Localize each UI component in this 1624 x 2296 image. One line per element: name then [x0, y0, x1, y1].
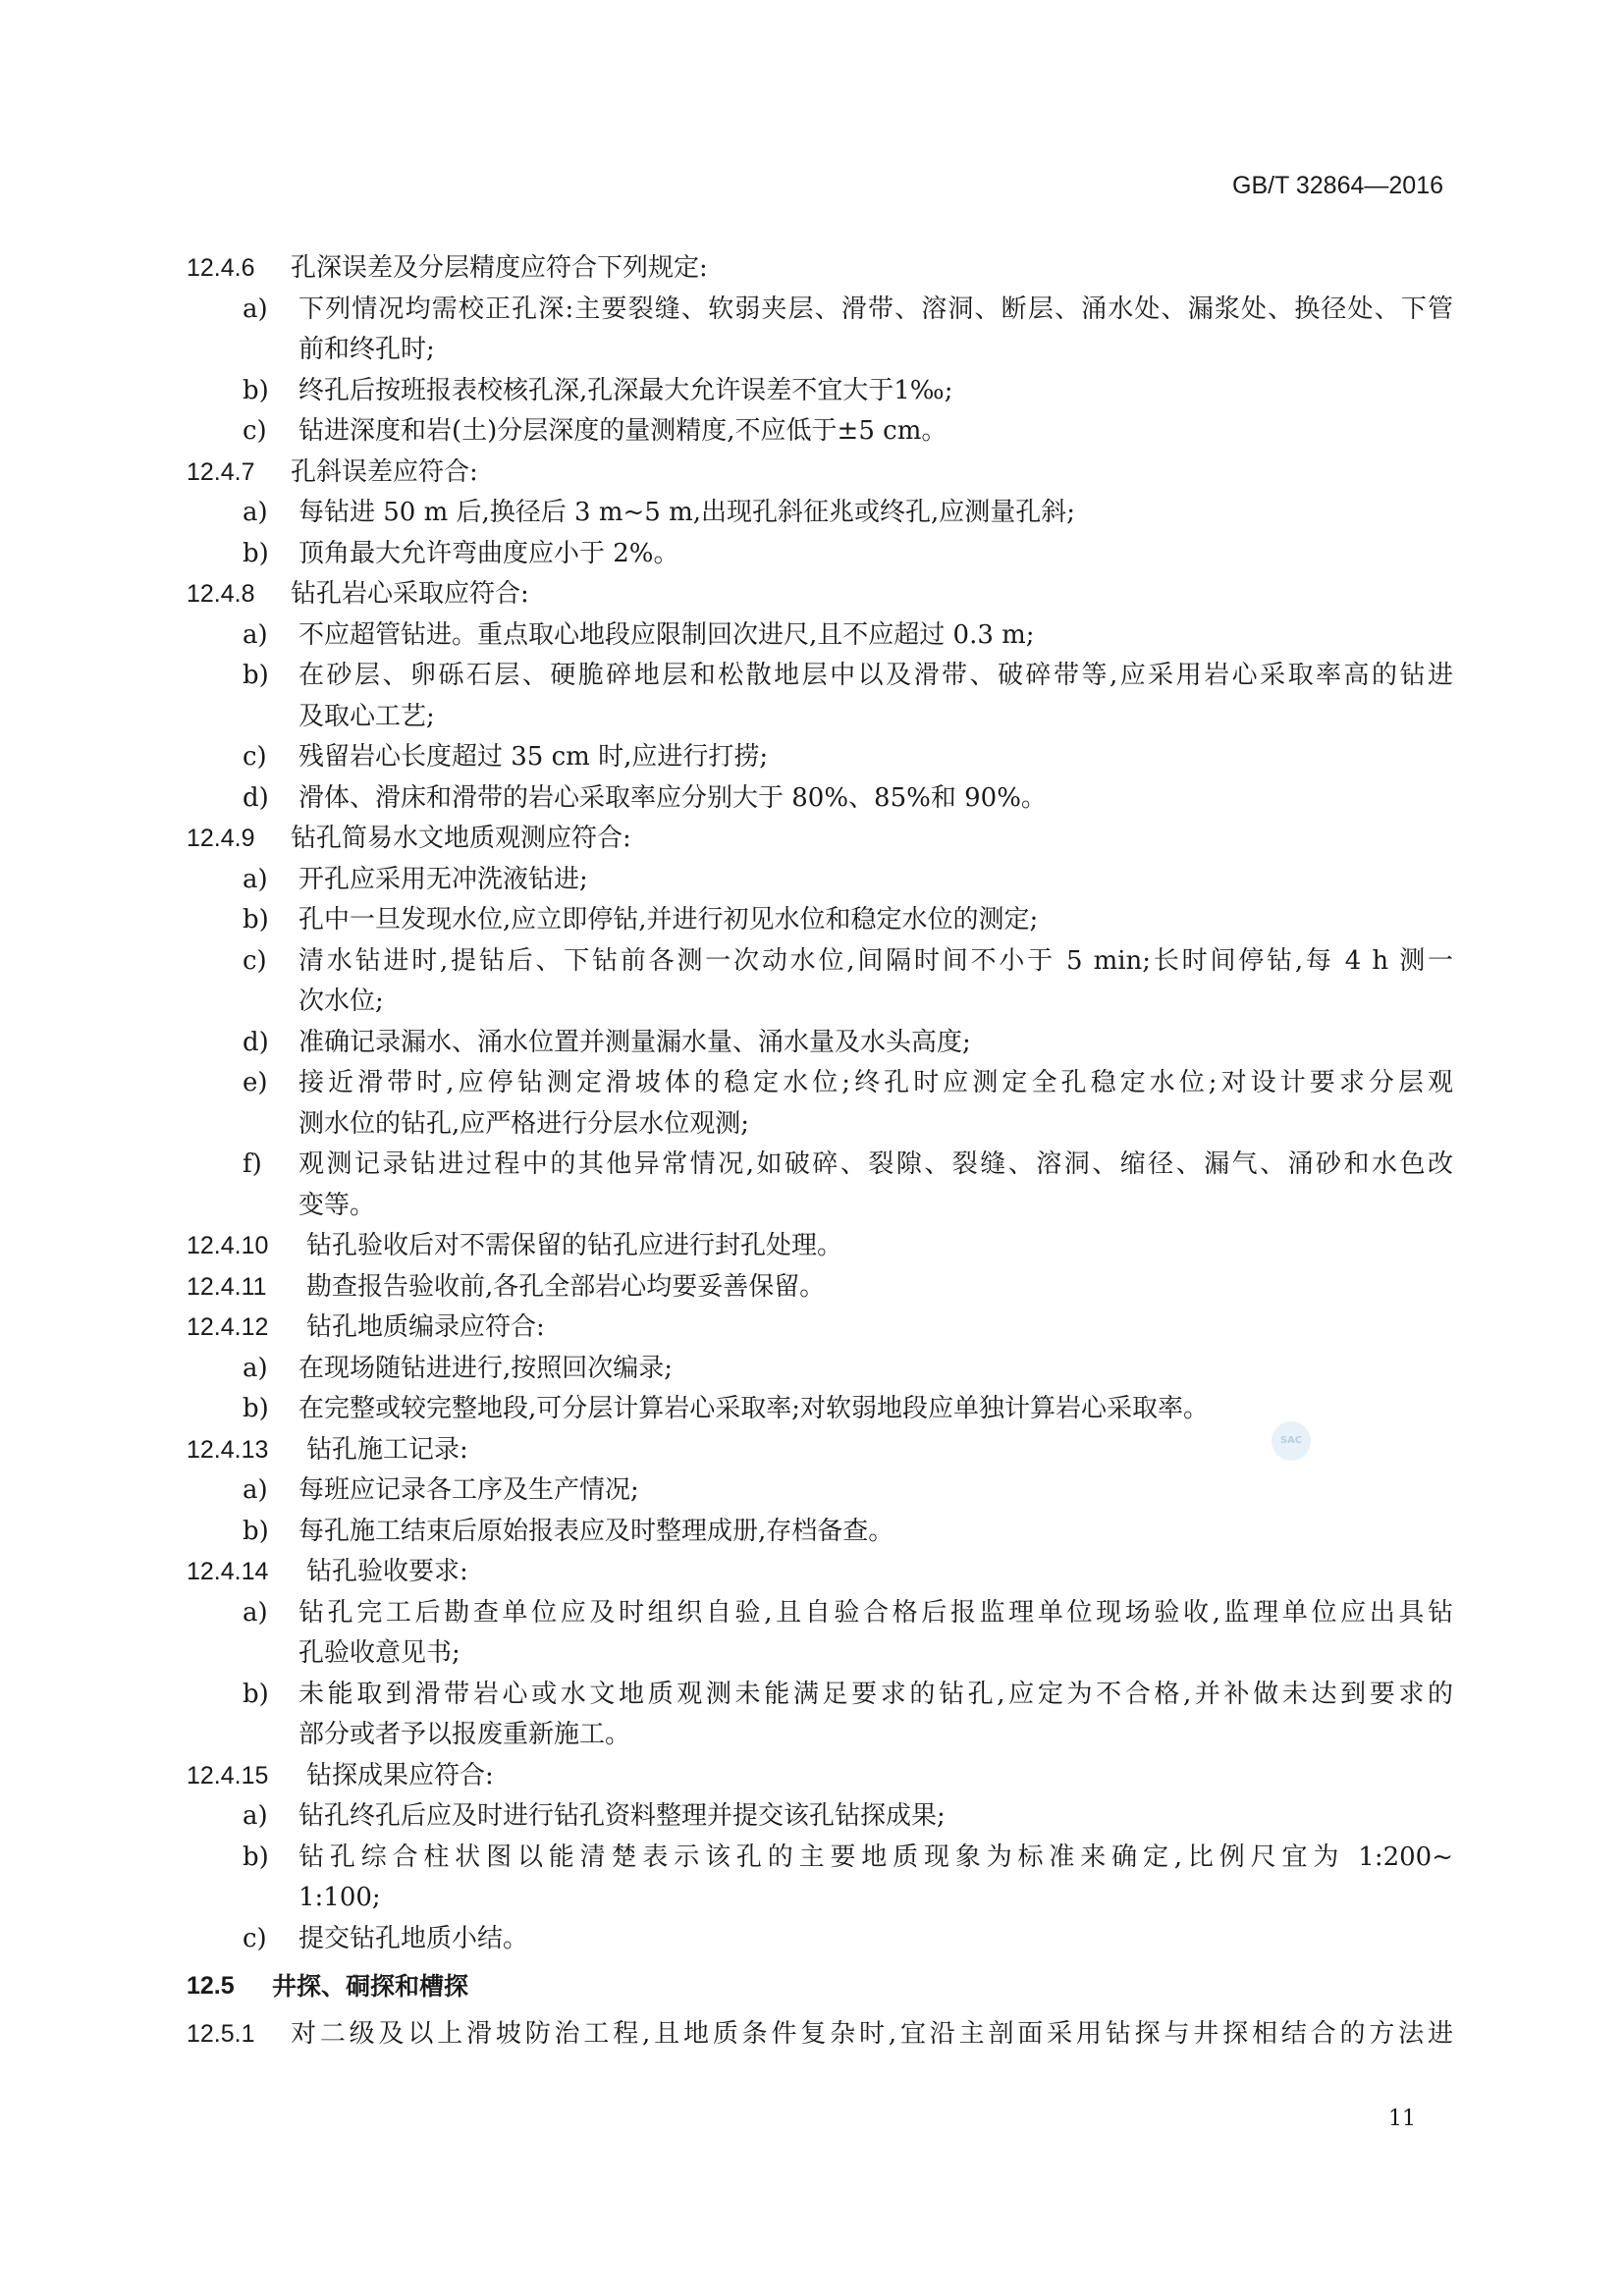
- list-item-text: 孔中一旦发现水位,应立即停钻,并进行初见水位和稳定水位的测定;: [298, 905, 1039, 934]
- clause-number: 12.4.8: [187, 580, 255, 608]
- clause-line: [187, 453, 1453, 494]
- list-item-text: 每孔施工结束后原始报表应及时整理成册,存档备查。: [298, 1516, 894, 1546]
- clause-number: 12.5: [187, 1972, 235, 2000]
- clause-text: 钻探成果应符合:: [306, 1760, 494, 1790]
- standard-code-header: GB/T 32864—2016: [1232, 172, 1443, 199]
- list-item-continuation: [187, 1633, 1453, 1675]
- list-item-text: 观测记录钻进过程中的其他异常情况,如破碎、裂隙、裂缝、溶洞、缩径、漏气、涌砂和水色改: [298, 1149, 1453, 1179]
- list-marker: b): [243, 538, 269, 568]
- list-item: [187, 371, 1453, 412]
- list-marker: a): [243, 498, 268, 527]
- clause-number: 12.5.1: [187, 2019, 255, 2048]
- list-item-text: 变等。: [298, 1190, 376, 1220]
- list-item-text: 接近滑带时,应停钻测定滑坡体的稳定水位;终孔时应测定全孔稳定水位;对设计要求分层观: [298, 1068, 1453, 1097]
- list-item-text: 顶角最大允许弯曲度应小于 2%。: [298, 538, 679, 568]
- list-marker: c): [243, 945, 267, 976]
- list-item-text: 孔验收意见书;: [298, 1638, 460, 1668]
- list-item-continuation: [187, 1878, 1453, 1919]
- clause-line: [187, 1756, 1453, 1797]
- page-number: 11: [1388, 2107, 1416, 2131]
- clause-line: [187, 1226, 1453, 1267]
- list-item: [187, 1023, 1453, 1064]
- clause-text: 钻孔验收后对不需保留的钻孔应进行封孔处理。: [306, 1231, 843, 1260]
- list-item-continuation: [187, 1104, 1453, 1146]
- list-item-text: 钻进深度和岩(土)分层深度的量测精度,不应低于±5 cm。: [298, 416, 947, 446]
- list-item-text: 前和终孔时;: [298, 335, 435, 364]
- list-marker: b): [243, 661, 269, 690]
- clause-number: 12.4.14: [187, 1558, 269, 1585]
- document-body: [187, 248, 1453, 2055]
- clause-text: 钻孔施工记录:: [306, 1434, 468, 1465]
- list-item-text: 次水位;: [298, 987, 384, 1016]
- clause-text: 井探、硐探和槽探: [272, 1972, 469, 2001]
- list-marker: c): [243, 742, 267, 772]
- list-marker: b): [243, 375, 269, 405]
- list-marker: b): [243, 1679, 269, 1709]
- list-item: [187, 778, 1453, 820]
- list-marker: b): [243, 1842, 269, 1872]
- list-item: [187, 1145, 1453, 1186]
- list-marker: a): [243, 1801, 268, 1831]
- clause-text: 孔深误差及分层精度应符合下列规定:: [291, 253, 708, 283]
- list-item-text: 测水位的钻孔,应严格进行分层水位观测;: [298, 1108, 750, 1139]
- clause-text: 钻孔简易水文地质观测应符合:: [291, 824, 631, 853]
- list-item: [187, 941, 1453, 983]
- list-item-text: 残留岩心长度超过 35 cm 时,应进行打捞;: [298, 742, 769, 772]
- clause-text: 对二级及以上滑坡防治工程,且地质条件复杂时,宜沿主剖面采用钻探与井探相结合的方法进: [291, 2018, 1453, 2049]
- list-marker: a): [243, 294, 268, 324]
- list-item-text: 开孔应采用无冲洗液钻进;: [298, 864, 588, 894]
- clause-text: 钻孔地质编录应符合:: [306, 1312, 545, 1342]
- list-item: [187, 1389, 1453, 1430]
- list-item-text: 终孔后按班报表校核孔深,孔深最大允许误差不宜大于1‰;: [298, 375, 953, 405]
- list-item: [187, 1919, 1453, 1960]
- clause-text: 钻孔岩心采取应符合:: [291, 579, 529, 609]
- list-marker: c): [243, 416, 267, 446]
- list-marker: a): [243, 1475, 268, 1505]
- clause-number: 12.4.11: [187, 1272, 267, 1301]
- list-marker: d): [243, 782, 269, 813]
- list-marker: f): [243, 1149, 262, 1179]
- list-item-text: 及取心工艺;: [298, 701, 435, 731]
- list-item: [187, 1796, 1453, 1838]
- clause-number: 12.4.6: [187, 254, 255, 282]
- clause-line: [187, 1308, 1453, 1349]
- list-item-text: 每班应记录各工序及生产情况;: [298, 1475, 639, 1505]
- clause-number: 12.4.13: [187, 1435, 269, 1464]
- list-item-text: 提交钻孔地质小结。: [298, 1923, 529, 1953]
- clause-line: [187, 1430, 1453, 1471]
- list-item-text: 准确记录漏水、涌水位置并测量漏水量、涌水量及水头高度;: [298, 1027, 971, 1057]
- list-item-text: 在完整或较完整地段,可分层计算岩心采取率;对软弱地段应单独计算岩心采取率。: [298, 1394, 1210, 1423]
- list-item-continuation: [187, 1186, 1453, 1227]
- clause-number: 12.4.9: [187, 825, 255, 852]
- list-item: [187, 900, 1453, 941]
- watermark-logo: SAC: [1272, 1421, 1311, 1461]
- list-marker: b): [243, 1516, 269, 1546]
- list-item: [187, 615, 1453, 657]
- list-item: [187, 1675, 1453, 1716]
- clause-line: [187, 1267, 1453, 1308]
- list-marker: b): [243, 1394, 269, 1423]
- list-item-text: 钻孔终孔后应及时进行钻孔资料整理并提交该孔钻探成果;: [298, 1801, 946, 1831]
- clause-number: 12.4.7: [187, 457, 255, 486]
- clause-text: 孔斜误差应符合:: [291, 456, 478, 487]
- list-item-text: 钻孔完工后勘查单位应及时组织自验,且自验合格后报监理单位现场验收,监理单位应出具钻: [298, 1597, 1453, 1628]
- list-item-text: 在砂层、卵砾石层、硬脆碎地层和松散地层中以及滑带、破碎带等,应采用岩心采取率高的钻进: [298, 661, 1453, 690]
- list-item-text: 下列情况均需校正孔深:主要裂缝、软弱夹层、滑带、溶洞、断层、涌水处、漏浆处、换径处、下管: [298, 294, 1453, 324]
- list-item: [187, 1838, 1453, 1879]
- list-item-text: 每钻进 50 m 后,换径后 3 m~5 m,出现孔斜征兆或终孔,应测量孔斜;: [298, 498, 1076, 527]
- section-heading: [187, 1966, 1453, 2007]
- list-item-continuation: [187, 697, 1453, 738]
- list-marker: a): [243, 1597, 268, 1628]
- clause-text: 勘查报告验收前,各孔全部岩心均要妥善保留。: [306, 1271, 826, 1302]
- list-item: [187, 1593, 1453, 1634]
- list-item-text: 在现场随钻进进行,按照回次编录;: [298, 1353, 674, 1383]
- clause-line: [187, 574, 1453, 615]
- list-marker: b): [243, 905, 269, 934]
- list-item: [187, 1063, 1453, 1104]
- clause-line: [187, 1552, 1453, 1593]
- list-marker: d): [243, 1027, 269, 1057]
- list-item: [187, 534, 1453, 575]
- clause-line: [187, 2014, 1453, 2056]
- list-marker: c): [243, 1923, 267, 1953]
- list-item-text: 1:100;: [298, 1883, 381, 1912]
- list-item: [187, 1349, 1453, 1390]
- clause-number: 12.4.15: [187, 1761, 269, 1789]
- list-item: [187, 656, 1453, 697]
- clause-number: 12.4.10: [187, 1232, 269, 1259]
- list-item-continuation: [187, 1715, 1453, 1756]
- list-item-text: 清水钻进时,提钻后、下钻前各测一次动水位,间隔时间不小于 5 min;长时间停钻,每 4 h 测一: [298, 945, 1453, 976]
- clause-number: 12.4.12: [187, 1313, 269, 1341]
- list-marker: a): [243, 1353, 268, 1383]
- clause-line: [187, 248, 1453, 290]
- list-item: [187, 860, 1453, 901]
- clause-line: [187, 819, 1453, 860]
- list-item-continuation: [187, 330, 1453, 371]
- list-marker: a): [243, 619, 268, 650]
- list-item: [187, 1470, 1453, 1512]
- list-item-text: 部分或者予以报废重新施工。: [298, 1720, 631, 1749]
- list-item: [187, 1512, 1453, 1553]
- clause-text: 钻孔验收要求:: [306, 1557, 468, 1586]
- list-item: [187, 411, 1453, 453]
- list-item: [187, 737, 1453, 778]
- list-marker: a): [243, 864, 268, 894]
- list-item-continuation: [187, 982, 1453, 1023]
- list-item: [187, 493, 1453, 534]
- list-item-text: 钻孔综合柱状图以能清楚表示该孔的主要地质现象为标准来确定,比例尺宜为 1:200~: [298, 1842, 1453, 1872]
- list-item-text: 未能取到滑带岩心或水文地质观测未能满足要求的钻孔,应定为不合格,并补做未达到要求的: [298, 1679, 1453, 1709]
- list-item: [187, 290, 1453, 331]
- list-item-text: 滑体、滑床和滑带的岩心采取率应分别大于 80%、85%和 90%。: [298, 782, 1047, 813]
- list-marker: e): [243, 1068, 268, 1097]
- list-item-text: 不应超管钻进。重点取心地段应限制回次进尺,且不应超过 0.3 m;: [298, 619, 1035, 650]
